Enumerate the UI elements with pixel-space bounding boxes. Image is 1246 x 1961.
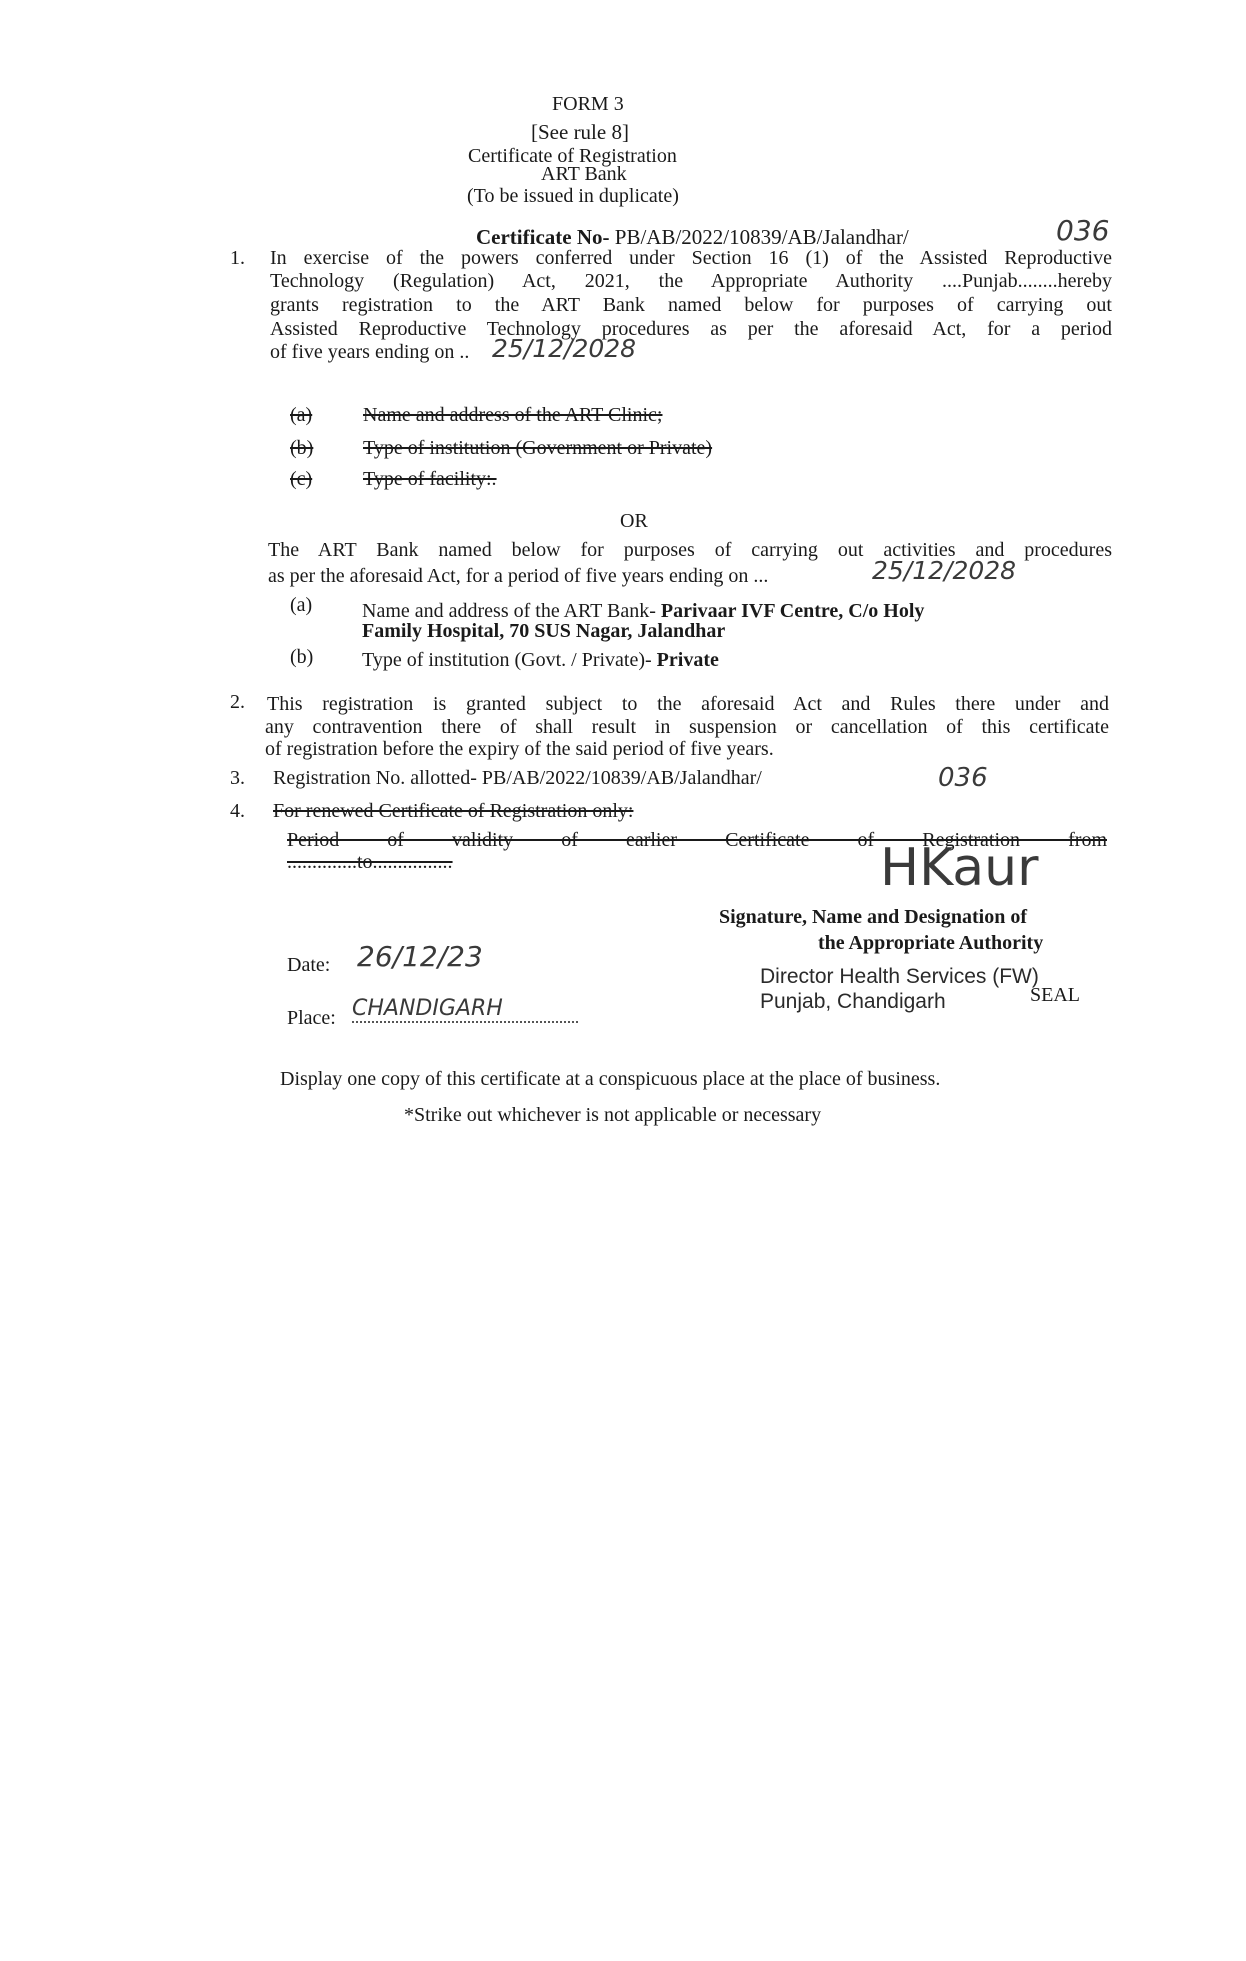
display-instruction: Display one copy of this certificate at a conspicuous place at the place of business. [280, 1068, 941, 1090]
alt-b-value: Private [656, 649, 719, 671]
seal-label: SEAL [1030, 984, 1080, 1006]
item4-line1: Period of validity of earlier Certificate of Registration from [287, 829, 1107, 851]
item2-number: 2. [230, 691, 245, 713]
form-title: FORM 3 [552, 93, 624, 115]
document-title: Certificate of Registration [468, 145, 677, 167]
alt-line: The ART Bank named below for purposes of carrying out activities and procedures [268, 539, 1112, 561]
duplicate-note: (To be issued in duplicate) [467, 185, 679, 207]
item1-handwritten-date: 25/12/2028 [492, 334, 637, 363]
alt-b-text: Type of institution (Govt. / Private)- [362, 649, 652, 671]
item3-handwritten-suffix: 036 [938, 763, 988, 793]
item4-number: 4. [230, 800, 245, 822]
item2-line: of registration before the expiry of the said period of five years. [265, 738, 774, 760]
alt-b-line [362, 649, 719, 672]
item1-line: In exercise of the powers conferred under Section 16 (1) of the Assisted Reproductive [270, 247, 1112, 269]
signature-label-line2: the Appropriate Authority [818, 932, 1044, 954]
item3-line [273, 767, 762, 790]
item4-line2: ..............to................ [287, 851, 453, 873]
signature-label-line1: Signature, Name and Designation of [719, 906, 1027, 928]
place-value: CHANDIGARH [352, 996, 578, 1023]
official-stamp-line2: Punjab, Chandigarh [760, 990, 946, 1013]
item2-line: This registration is granted subject to the aforesaid Act and Rules there under and [267, 693, 1109, 715]
item3-number: 3. [230, 767, 245, 789]
alt-a-value: Parivaar IVF Centre, C/o Holy [660, 600, 925, 622]
official-stamp-line1: Director Health Services (FW) [760, 965, 1039, 988]
item1-number: 1. [230, 247, 245, 269]
date-value: 26/12/23 [357, 940, 483, 973]
item2-line: any contravention there of shall result in suspension or cancellation of this certificate [265, 716, 1109, 738]
alt-b-label: (b) [290, 646, 314, 668]
document-subtitle: ART Bank [541, 163, 627, 185]
struck-label: (b) [290, 437, 314, 459]
place-label: Place: [287, 1007, 336, 1029]
strike-out-note: *Strike out whichever is not applicable or necessary [404, 1104, 822, 1126]
item1-line: Technology (Regulation) Act, 2021, the Appropriate Authority ....Punjab........hereby [270, 270, 1112, 292]
alt-a-value-line2: Family Hospital, 70 SUS Nagar, Jalandhar [362, 620, 726, 642]
alt-handwritten-date: 25/12/2028 [872, 556, 1017, 585]
item1-line: of five years ending on .. [270, 341, 470, 363]
item1-line: grants registration to the ART Bank named below for purposes of carrying out [270, 294, 1112, 316]
date-label: Date: [287, 954, 331, 976]
rule-reference: [See rule 8] [531, 120, 629, 144]
struck-item: Type of facility:. [363, 468, 497, 490]
alt-a-text: Name and address of the ART Bank- [362, 600, 656, 622]
handwritten-signature: HKaur [880, 838, 1039, 898]
certificate-handwritten-suffix: 036 [1056, 214, 1110, 247]
item3-value: PB/AB/2022/10839/AB/Jalandhar/ [481, 767, 762, 789]
struck-label: (a) [290, 404, 313, 426]
struck-item: Name and address of the ART Clinic; [363, 404, 663, 426]
struck-label: (c) [290, 468, 313, 490]
item4-title: For renewed Certificate of Registration only: [273, 800, 634, 822]
alt-line: as per the aforesaid Act, for a period of five years ending on ... [268, 565, 769, 587]
or-divider: OR [620, 510, 648, 532]
alt-a-label: (a) [290, 594, 313, 616]
item1-line: Assisted Reproductive Technology procedures as per the aforesaid Act, for a period [270, 318, 1112, 340]
item3-label: Registration No. allotted- [273, 767, 477, 789]
certificate-label: Certificate No- [476, 225, 610, 249]
certificate-number: PB/AB/2022/10839/AB/Jalandhar/ [614, 225, 909, 249]
struck-item: Type of institution (Government or Private) [363, 437, 713, 459]
